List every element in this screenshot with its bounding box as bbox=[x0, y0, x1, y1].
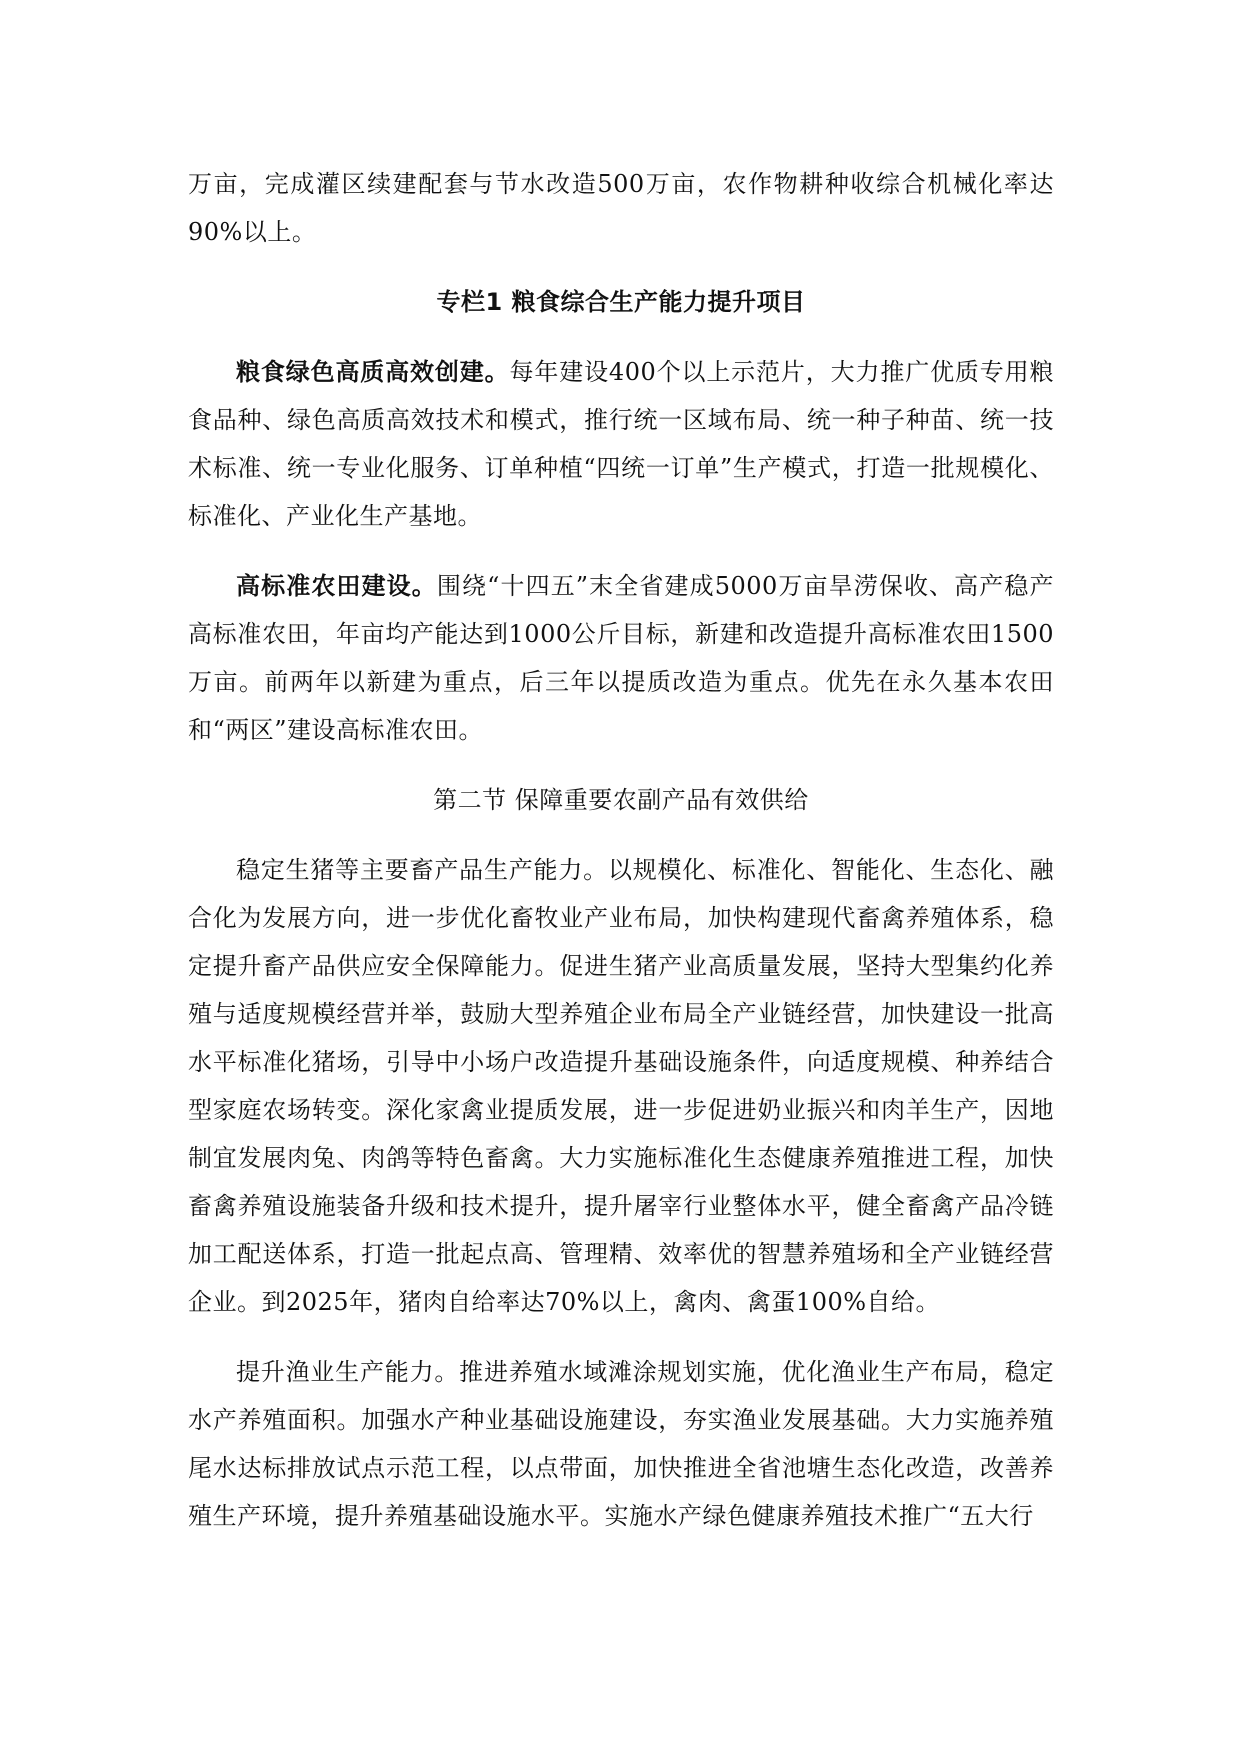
paragraph-continuation: 万亩，完成灌区续建配套与节水改造500万亩，农作物耕种收综合机械化率达90%以上。 bbox=[188, 170, 1054, 246]
paragraph-lead: 粮食绿色高质高效创建。 bbox=[236, 358, 510, 386]
box-title: 专栏1 粮食综合生产能力提升项目 bbox=[436, 288, 806, 316]
paragraph-lead: 高标准农田建设。 bbox=[236, 572, 437, 600]
paragraph-livestock: 稳定生猪等主要畜产品生产能力。以规模化、标准化、智能化、生态化、融合化为发展方向，进一步优化畜牧业产业布局，加快构建现代畜禽养殖体系，稳定提升畜产品供应安全保障能力。促进生猪产业高质量发展，坚持大型集约化养殖与适度规模经营并举，鼓励大型养殖企业布局全产业链经营，加快建设一批高水平标准化猪场，引导中小场户改造提升基础设施条件，向适度规模、种养结合型家庭农场转变。深化家禽业提质发展，进一步促进奶业振兴和肉羊生产，因地制宜发展肉兔、肉鸽等特色畜禽。大力实施标准化生态健康养殖推进工程，加快畜禽养殖设施装备升级和技术提升，提升屠宰行业整体水平，健全畜禽产品冷链加工配送体系，打造一批起点高、管理精、效率优的智慧养殖场和全产业链经营企业。到2025年，猪肉自给率达70%以上，禽肉、禽蛋100%自给。 bbox=[188, 856, 1054, 1316]
document-page bbox=[188, 160, 1054, 1540]
paragraph-body: 每年建设400个以上示范片，大力推广优质专用粮食品种、绿色高质高效技术和模式，推行统一区域布局、统一种子种苗、统一技术标准、统一专业化服务、订单种植“四统一订单”生产模式，打造一批规模化、标准化、产业化生产基地。 bbox=[188, 358, 1055, 530]
paragraph-body: 围绕“十四五”末全省建成5000万亩旱涝保收、高产稳产高标准农田，年亩均产能达到1000公斤目标，新建和改造提升高标准农田1500万亩。前两年以新建为重点，后三年以提质改造为重点。优先在永久基本农田和“两区”建设高标准农田。 bbox=[188, 572, 1054, 744]
paragraph-fishery: 提升渔业生产能力。推进养殖水域滩涂规划实施，优化渔业生产布局，稳定水产养殖面积。加强水产种业基础设施建设，夯实渔业发展基础。大力实施养殖尾水达标排放试点示范工程，以点带面，加快推进全省池塘生态化改造，改善养殖生产环境，提升养殖基础设施水平。实施水产绿色健康养殖技术推广“五大行 bbox=[188, 1358, 1054, 1530]
paragraph-grain-green-creation bbox=[188, 348, 1054, 540]
paragraph-high-standard-farmland bbox=[188, 562, 1054, 754]
section-title: 第二节 保障重要农副产品有效供给 bbox=[433, 786, 809, 814]
